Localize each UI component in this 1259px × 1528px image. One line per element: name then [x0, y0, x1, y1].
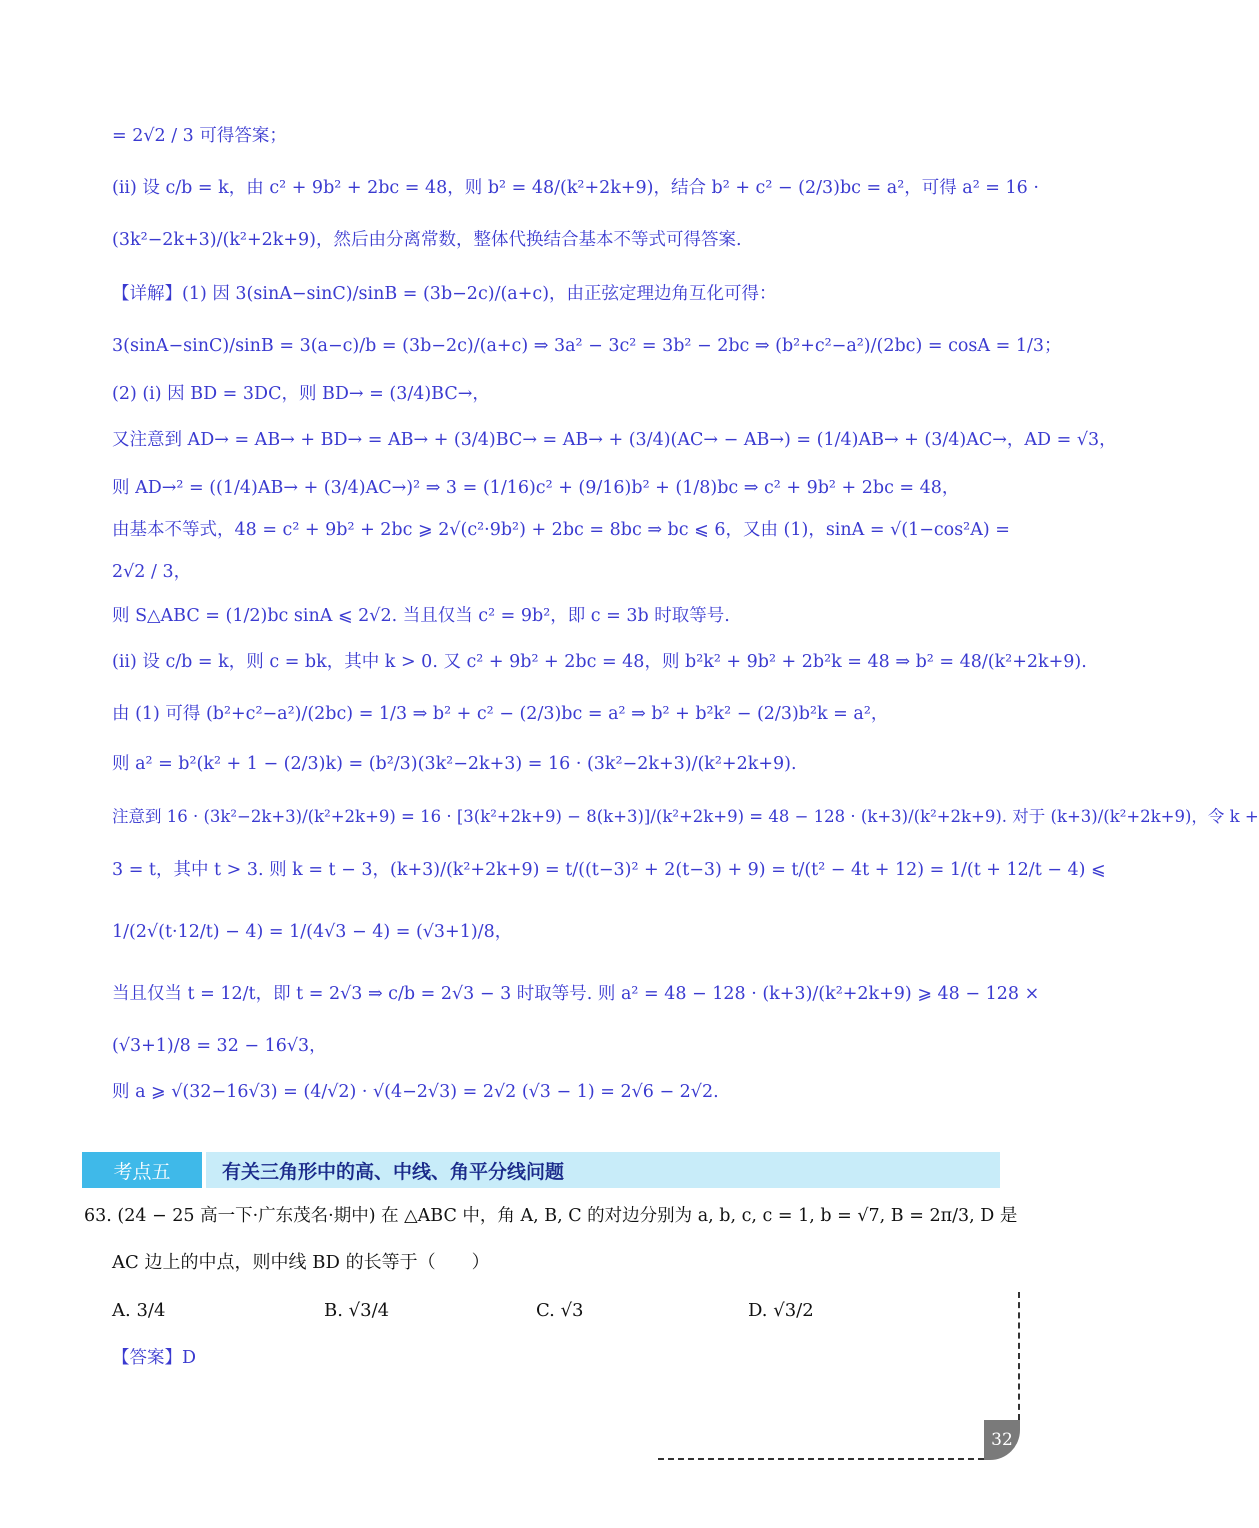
- solution-line-17: 1/(2√(t·12/t) − 4) = 1/(4√3 − 4) = (√3+1)/8，: [112, 922, 513, 942]
- solution-line-11: 则 S△ABC = (1/2)bc sinA ⩽ 2√2. 当且仅当 c² = 9b²，即 c = 3b 时取等号.: [112, 606, 730, 626]
- page-border-vertical-dashed: [1018, 1292, 1020, 1420]
- solution-line-16: 3 = t，其中 t > 3. 则 k = t − 3，(k+3)/(k²+2k+9) = t/((t−3)² + 2(t−3) + 9) = t/(t² − 4t + 12) = 1/(t + 12/t − 4) ⩽: [112, 860, 1106, 880]
- solution-line-3: (3k²−2k+3)/(k²+2k+9)，然后由分离常数，整体代换结合基本不等式可得答案.: [112, 230, 742, 250]
- solution-line-14: 则 a² = b²(k² + 1 − (2/3)k) = (b²/3)(3k²−2k+3) = 16 · (3k²−2k+3)/(k²+2k+9).: [112, 754, 797, 774]
- solution-line-6: (2) (i) 因 BD = 3DC，则 BD→ = (3/4)BC→，: [112, 384, 490, 404]
- option-b: B. √3/4: [324, 1300, 390, 1321]
- solution-line-1: = 2√2 / 3 可得答案；: [112, 126, 287, 146]
- section-title: 有关三角形中的高、中线、角平分线问题: [222, 1160, 565, 1183]
- section-header: [82, 1152, 1000, 1188]
- page-border-horizontal-dashed: [658, 1458, 984, 1460]
- section-separator: [202, 1152, 206, 1188]
- solution-line-18: 当且仅当 t = 12/t，即 t = 2√3 ⇒ c/b = 2√3 − 3 时取等号. 则 a² = 48 − 128 · (k+3)/(k²+2k+9) ⩾ 48 − 128 ×: [112, 984, 1040, 1004]
- option-d: D. √3/2: [748, 1300, 814, 1321]
- solution-line-5: 3(sinA−sinC)/sinB = 3(a−c)/b = (3b−2c)/(a+c) ⇒ 3a² − 3c² = 3b² − 2bc ⇒ (b²+c²−a²)/(2bc) = cosA = 1/3；: [112, 336, 1062, 356]
- solution-line-15: 注意到 16 · (3k²−2k+3)/(k²+2k+9) = 16 · [3(k²+2k+9) − 8(k+3)]/(k²+2k+9) = 48 − 128 · (k+3)/(k²+2k+9). 对于 (k+3)/(k²+2k+9)，令 k +: [112, 807, 1259, 826]
- solution-line-8: 则 AD→² = ((1/4)AB→ + (3/4)AC→)² ⇒ 3 = (1/16)c² + (9/16)b² + (1/8)bc ⇒ c² + 9b² + 2bc = 48，: [112, 478, 960, 498]
- question-line-1: 63. (24 − 25 高一下·广东茂名·期中) 在 △ABC 中，角 A, B, C 的对边分别为 a, b, c, c = 1, b = √7, B = 2π/3, D 是: [84, 1206, 1018, 1226]
- question-line-2: AC 边上的中点，则中线 BD 的长等于（ ）: [112, 1252, 490, 1273]
- answer-line: 【答案】D: [112, 1348, 197, 1368]
- solution-line-2: (ii) 设 c/b = k，由 c² + 9b² + 2bc = 48，则 b² = 48/(k²+2k+9)，结合 b² + c² − (2/3)bc = a²，可得 a² = 16 ·: [112, 178, 1039, 198]
- solution-line-4: 【详解】(1) 因 3(sinA−sinC)/sinB = (3b−2c)/(a+c)，由正弦定理边角互化可得：: [112, 284, 777, 304]
- option-c: C. √3: [536, 1300, 584, 1321]
- solution-line-12: (ii) 设 c/b = k，则 c = bk，其中 k > 0. 又 c² + 9b² + 2bc = 48，则 b²k² + 9b² + 2b²k = 48 ⇒ b² = 48/(k²+2k+9).: [112, 652, 1087, 672]
- solution-line-10: 2√2 / 3，: [112, 562, 192, 582]
- page-number: 32: [984, 1420, 1020, 1460]
- solution-line-7: 又注意到 AD→ = AB→ + BD→ = AB→ + (3/4)BC→ = AB→ + (3/4)(AC→ − AB→) = (1/4)AB→ + (3/4)AC→，AD = √3，: [112, 430, 1117, 450]
- solution-line-13: 由 (1) 可得 (b²+c²−a²)/(2bc) = 1/3 ⇒ b² + c² − (2/3)bc = a² ⇒ b² + b²k² − (2/3)b²k = a²，: [112, 704, 889, 724]
- solution-line-20: 则 a ⩾ √(32−16√3) = (4/√2) · √(4−2√3) = 2√2 (√3 − 1) = 2√6 − 2√2.: [112, 1082, 719, 1102]
- solution-line-19: (√3+1)/8 = 32 − 16√3，: [112, 1036, 327, 1056]
- section-label: 考点五: [82, 1152, 202, 1188]
- solution-line-9: 由基本不等式，48 = c² + 9b² + 2bc ⩾ 2√(c²·9b²) + 2bc = 8bc ⇒ bc ⩽ 6，又由 (1)，sinA = √(1−cos²A) =: [112, 520, 1010, 540]
- option-a: A. 3/4: [112, 1300, 166, 1321]
